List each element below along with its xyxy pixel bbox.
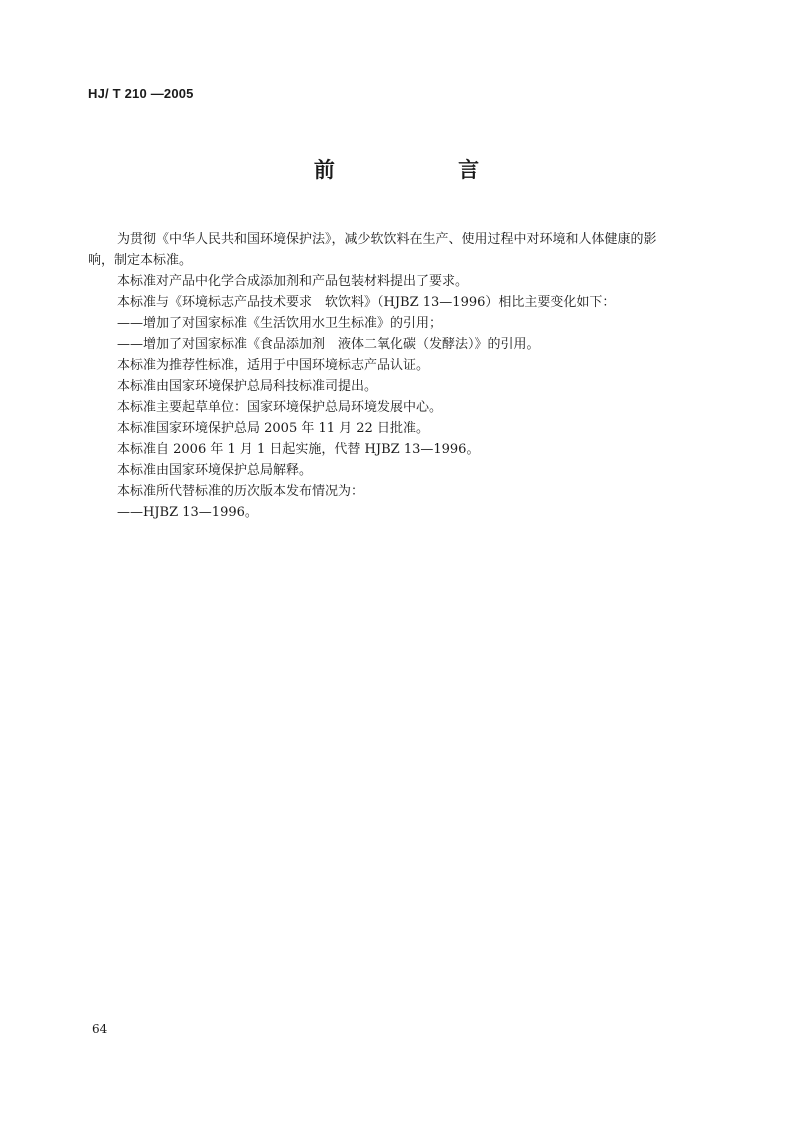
paragraph-purpose-continued: 响，制定本标准。 xyxy=(88,253,193,268)
change-item: ——增加了对国家标准《生活饮用水卫生标准》的引用； xyxy=(117,316,443,331)
paragraph-purpose: 为贯彻《中华人民共和国环境保护法》，减少软饮料在生产、使用过程中对环境和人体健康的影 xyxy=(117,232,657,247)
paragraph-approval: 本标准国家环境保护总局 2005 年 11 月 22 日批准。 xyxy=(117,421,429,436)
paragraph-effective: 本标准自 2006 年 1 月 1 日起实施，代替 HJBZ 13—1996。 xyxy=(117,442,480,457)
paragraph-interpretation: 本标准由国家环境保护总局解释。 xyxy=(117,463,313,478)
page-title: 前 言 xyxy=(313,158,538,182)
paragraph-proposer: 本标准由国家环境保护总局科技标准司提出。 xyxy=(117,379,378,394)
paragraph-history-intro: 本标准所代替标准的历次版本发布情况为： xyxy=(117,484,365,499)
paragraph-scope: 本标准为推荐性标准，适用于中国环境标志产品认证。 xyxy=(117,358,430,373)
paragraph-drafter: 本标准主要起草单位：国家环境保护总局环境发展中心。 xyxy=(117,400,443,415)
paragraph-changes-intro: 本标准与《环境标志产品技术要求 软饮料》（HJBZ 13—1996）相比主要变化如下： xyxy=(117,295,616,310)
standard-code: HJ/ T 210 —2005 xyxy=(88,86,194,101)
paragraph-requirements: 本标准对产品中化学合成添加剂和产品包装材料提出了要求。 xyxy=(117,274,469,289)
foreword-body xyxy=(88,229,708,523)
change-item: ——增加了对国家标准《食品添加剂 液体二氧化碳（发酵法）》的引用。 xyxy=(117,337,540,352)
history-item: ——HJBZ 13—1996。 xyxy=(117,505,258,520)
page-number: 64 xyxy=(92,1022,108,1036)
